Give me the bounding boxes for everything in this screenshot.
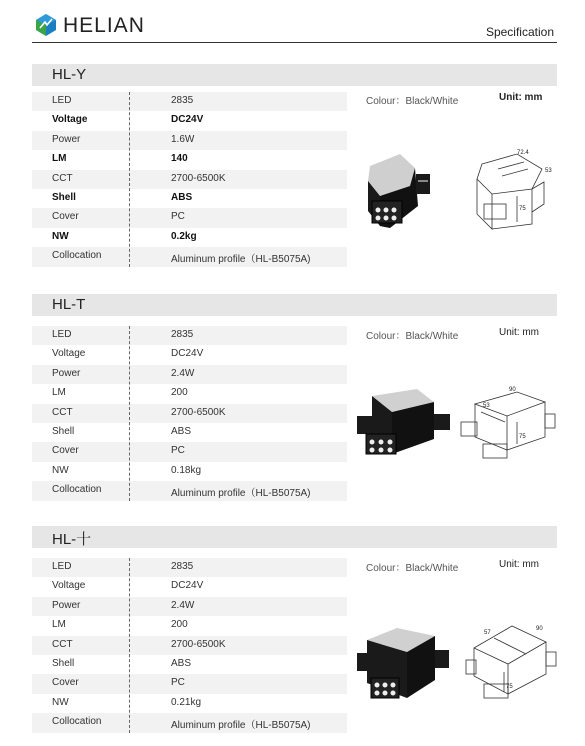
dim-label: 57 (484, 630, 491, 636)
spec-key: CCT (52, 172, 73, 184)
spec-key: CCT (52, 638, 73, 650)
spec-table (32, 326, 347, 501)
spec-value: 1.6W (171, 133, 195, 145)
spec-value: ABS (171, 191, 193, 203)
dim-label: 72.4 (517, 150, 529, 156)
spec-value: Aluminum profile（HL-B5075A) (171, 720, 311, 732)
unit-label: Unit: mm (499, 559, 539, 570)
dimension-drawing-cross (464, 616, 557, 711)
dimension-drawing-y (462, 144, 557, 244)
page-label: Specification (485, 25, 554, 39)
spec-row (32, 694, 347, 713)
spec-value: 2835 (171, 561, 194, 572)
spec-row (32, 713, 347, 732)
spec-value: PC (171, 211, 185, 223)
section-title-bar (32, 64, 557, 86)
spec-key: NW (52, 230, 69, 242)
spec-key: Voltage (52, 348, 86, 360)
spec-row (32, 597, 347, 616)
section-title-bar (32, 526, 557, 548)
spec-row (32, 636, 347, 655)
spec-key: LED (52, 561, 72, 572)
spec-value: ABS (171, 425, 192, 437)
section-title: HL-Y (52, 66, 87, 83)
spec-key: Cover (52, 445, 79, 457)
spec-key: Power (52, 367, 81, 379)
product-photo-cross (357, 618, 452, 713)
spec-value: 200 (171, 387, 188, 399)
dim-label: 75 (519, 434, 526, 440)
spec-key: Shell (52, 657, 75, 669)
spec-row (32, 674, 347, 693)
dim-label: 53 (545, 168, 552, 174)
dim-label: 90 (509, 387, 516, 393)
spec-key: Voltage (52, 580, 86, 592)
spec-value: 0.21kg (171, 696, 202, 708)
section-title: HL-十 (52, 531, 92, 548)
spec-row (32, 616, 347, 635)
spec-value: PC (171, 677, 185, 689)
spec-value: 2.4W (171, 599, 195, 611)
unit-label: Unit: mm (499, 92, 543, 103)
spec-row (32, 404, 347, 423)
section-hl-t (32, 294, 557, 504)
spec-value: 2.4W (171, 367, 195, 379)
table-divider (129, 558, 130, 733)
spec-value: DC24V (171, 580, 204, 592)
section-hl-y (32, 64, 557, 269)
spec-value: 200 (171, 619, 188, 631)
spec-key: LED (52, 95, 72, 106)
spec-row (32, 111, 347, 130)
spec-key: NW (52, 696, 69, 708)
spec-key: Cover (52, 677, 79, 689)
spec-row (32, 189, 347, 208)
dimension-drawing-t (457, 382, 557, 472)
spec-value: 0.18kg (171, 464, 202, 476)
spec-row (32, 462, 347, 481)
colour-label: Colour：Black/White (366, 96, 459, 107)
table-divider (129, 92, 130, 267)
dim-label: 75 (519, 206, 526, 212)
table-divider (129, 326, 130, 501)
spec-key: LM (52, 619, 66, 631)
spec-row (32, 345, 347, 364)
spec-value: 2700-6500K (171, 172, 226, 184)
spec-key: Cover (52, 211, 79, 223)
spec-value: PC (171, 445, 185, 457)
spec-key: Collocation (52, 250, 102, 262)
spec-value: 0.2kg (171, 230, 197, 242)
spec-value: DC24V (171, 114, 204, 126)
spec-key: NW (52, 464, 69, 476)
spec-row (32, 655, 347, 674)
spec-row (32, 577, 347, 596)
spec-value: 2835 (171, 329, 194, 340)
spec-key: Voltage (52, 114, 88, 126)
spec-key: Collocation (52, 716, 102, 728)
spec-value: 140 (171, 153, 188, 165)
spec-row (32, 442, 347, 461)
dim-label: 75 (506, 684, 513, 690)
helian-logo-icon (34, 13, 58, 37)
dim-label: 90 (536, 626, 543, 632)
spec-table (32, 558, 347, 733)
spec-row (32, 247, 347, 266)
spec-row (32, 228, 347, 247)
brand-name: HELIAN (63, 14, 145, 37)
section-title-bar (32, 294, 557, 316)
spec-row (32, 558, 347, 577)
spec-value: ABS (171, 657, 192, 669)
spec-key: LM (52, 387, 66, 399)
spec-row (32, 365, 347, 384)
spec-row (32, 208, 347, 227)
spec-value: 2700-6500K (171, 638, 226, 650)
spec-key: LM (52, 153, 67, 165)
spec-row (32, 384, 347, 403)
spec-key: Power (52, 133, 81, 145)
spec-value: Aluminum profile（HL-B5075A) (171, 488, 311, 500)
spec-key: LED (52, 329, 72, 340)
spec-value: 2835 (171, 95, 194, 106)
spec-key: Power (52, 599, 81, 611)
section-hl-cross (32, 526, 557, 736)
spec-row (32, 92, 347, 111)
spec-key: CCT (52, 406, 73, 418)
product-photo-y (360, 146, 455, 246)
spec-table (32, 92, 347, 267)
product-photo-t (352, 384, 452, 474)
colour-label: Colour：Black/White (366, 563, 459, 574)
spec-value: 2700-6500K (171, 406, 226, 418)
spec-row (32, 423, 347, 442)
spec-row (32, 481, 347, 500)
colour-label: Colour：Black/White (366, 331, 459, 342)
spec-row (32, 170, 347, 189)
spec-key: Shell (52, 425, 75, 437)
spec-key: Shell (52, 191, 76, 203)
spec-key: Collocation (52, 484, 102, 496)
section-title: HL-T (52, 296, 86, 313)
spec-value: Aluminum profile（HL-B5075A) (171, 254, 311, 266)
dim-label: 53 (483, 403, 490, 409)
spec-row (32, 150, 347, 169)
spec-value: DC24V (171, 348, 204, 360)
header-divider (32, 42, 557, 43)
unit-label: Unit: mm (499, 327, 539, 338)
spec-row (32, 326, 347, 345)
page-header (0, 0, 585, 44)
spec-row (32, 131, 347, 150)
